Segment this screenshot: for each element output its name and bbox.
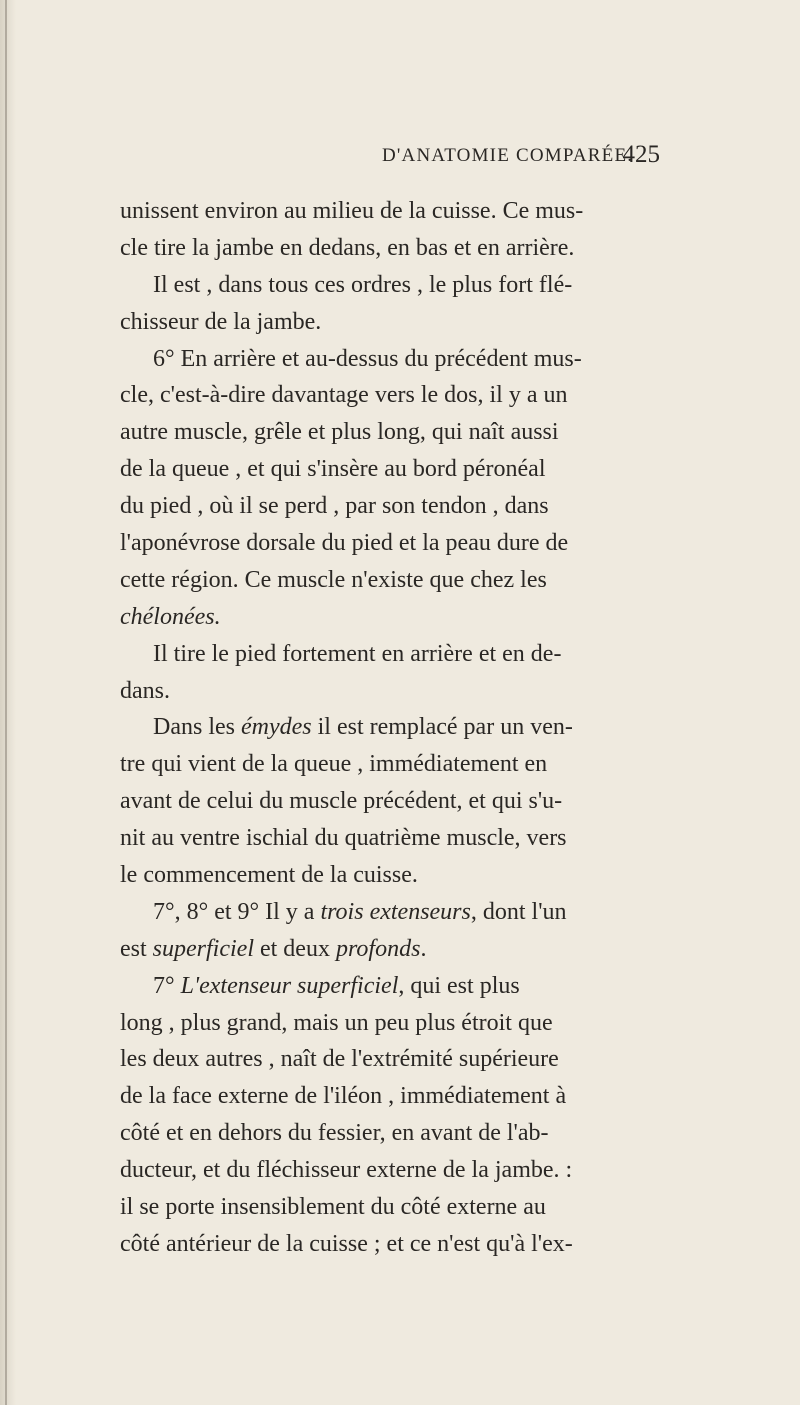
text-line: Il est , dans tous ces ordres , le plus fort flé- [153, 271, 573, 298]
text-run: , dont l'un [470, 898, 567, 925]
text-line [120, 968, 660, 1005]
text-line: le commencement de la cuisse. [120, 862, 418, 889]
text-line [120, 894, 660, 931]
text-line: de la queue , et qui s'insère au bord péronéal [120, 456, 546, 483]
text-line: du pied , où il se perd , par son tendon , dans [120, 493, 549, 520]
text-line: de la face externe de l'iléon , immédiatement à [120, 1083, 567, 1110]
text-line: nit au ventre ischial du quatrième muscle, vers [120, 825, 567, 852]
page-number: 425 [622, 141, 660, 168]
text-line: côté et en dehors du fessier, en avant de l'ab- [120, 1120, 549, 1147]
text-run: et deux [253, 935, 336, 962]
running-head [120, 141, 660, 181]
text-line: tre qui vient de la queue , immédiatement en [120, 751, 548, 778]
text-line: l'aponévrose dorsale du pied et la peau dure de [120, 530, 569, 557]
text-run: il est remplacé par un ven- [311, 714, 573, 741]
text-line: cette région. Ce muscle n'existe que chez les [120, 566, 547, 593]
italic-term: émydes [240, 714, 312, 741]
text-run: . [420, 935, 427, 962]
text-line: cle tire la jambe en dedans, en bas et en arrière. [120, 234, 575, 261]
text-line: avant de celui du muscle précédent, et qui s'u- [120, 788, 563, 815]
text-line: ducteur, et du fléchisseur externe de la jambe. : [120, 1157, 573, 1184]
text-line: côté antérieur de la cuisse ; et ce n'est qu'à l'ex- [120, 1230, 573, 1257]
running-head-title: D'ANATOMIE COMPARÉE. [382, 145, 634, 166]
text-run: 7°, 8° et 9° Il y a [153, 898, 321, 925]
text-line-italic: chélonées. [120, 603, 221, 630]
italic-term: L'extenseur superficiel [180, 972, 399, 999]
italic-term: superficiel [152, 935, 254, 962]
text-line: Il tire le pied fortement en arrière et en de- [153, 640, 562, 667]
page-binding-shadow [0, 0, 16, 1405]
body-text [120, 193, 660, 1263]
text-line [120, 931, 660, 968]
text-run: est [120, 935, 153, 962]
text-line: autre muscle, grêle et plus long, qui naît aussi [120, 419, 559, 446]
text-run: Dans les [153, 714, 241, 741]
text-line [120, 709, 660, 746]
page-edge-line [5, 0, 7, 1405]
text-line: dans. [120, 677, 170, 704]
italic-term: trois extenseurs [320, 898, 471, 925]
text-line: cle, c'est-à-dire davantage vers le dos, il y a un [120, 382, 568, 409]
text-line: chisseur de la jambe. [120, 308, 322, 335]
text-line: 6° En arrière et au-dessus du précédent mus- [153, 345, 582, 372]
text-line: il se porte insensiblement du côté externe au [120, 1194, 546, 1221]
text-run: 7° [153, 972, 181, 999]
text-line: les deux autres , naît de l'extrémité supérieure [120, 1046, 559, 1073]
text-line: long , plus grand, mais un peu plus étroit que [120, 1009, 553, 1036]
italic-term: profonds [335, 935, 421, 962]
text-line: unissent environ au milieu de la cuisse. Ce mus- [120, 198, 584, 224]
text-run: , qui est plus [398, 972, 520, 999]
